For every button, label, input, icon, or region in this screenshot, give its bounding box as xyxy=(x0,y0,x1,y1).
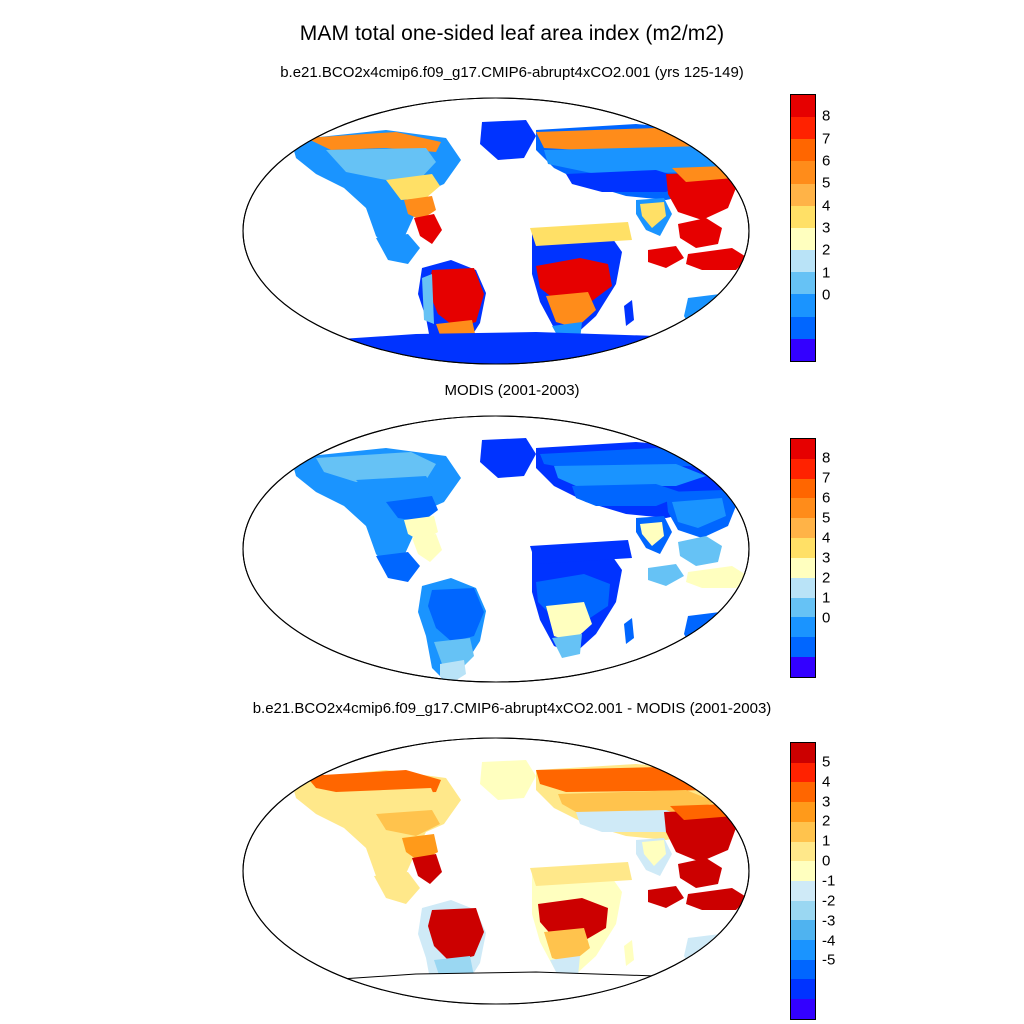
colorbar-tick: 4 xyxy=(822,197,831,215)
difference-panel-title: b.e21.BCO2x4cmip6.f09_g17.CMIP6-abrupt4xCO2.001 - MODIS (2001-2003) xyxy=(252,700,772,717)
colorbar-tick: 3 xyxy=(822,793,831,811)
colorbar-tick: 1 xyxy=(822,832,831,850)
colorbar-tick: 2 xyxy=(822,812,831,830)
obs-panel-title: MODIS (2001-2003) xyxy=(444,382,580,399)
obs-map-svg xyxy=(236,406,756,692)
colorbar-tick: 5 xyxy=(822,174,831,192)
difference-panel xyxy=(0,700,1024,1020)
model-map-svg xyxy=(236,88,756,374)
obs-colorbar-labels xyxy=(822,438,862,678)
colorbar-tick: 0 xyxy=(822,852,831,870)
colorbar-tick: 2 xyxy=(822,241,831,259)
model-colorbar-labels xyxy=(822,94,862,362)
colorbar-tick: 4 xyxy=(822,773,831,791)
colorbar-tick: 7 xyxy=(822,469,831,487)
model-map xyxy=(236,88,756,374)
difference-colorbar xyxy=(790,742,836,1020)
model-colorbar-box xyxy=(790,94,816,362)
colorbar-tick: 5 xyxy=(822,753,831,771)
colorbar-tick: 6 xyxy=(822,152,831,170)
colorbar-tick: 5 xyxy=(822,509,831,527)
colorbar-tick: -2 xyxy=(822,892,836,910)
obs-colorbar-box xyxy=(790,438,816,678)
colorbar-tick: 7 xyxy=(822,130,831,148)
colorbar-tick: -3 xyxy=(822,912,836,930)
colorbar-tick: 2 xyxy=(822,569,831,587)
colorbar-tick: 0 xyxy=(822,609,831,627)
colorbar-tick: 1 xyxy=(822,589,831,607)
obs-panel xyxy=(0,382,1024,682)
model-panel xyxy=(0,64,1024,364)
obs-map xyxy=(236,406,756,692)
colorbar-tick: 8 xyxy=(822,107,831,125)
colorbar-tick: 3 xyxy=(822,549,831,567)
model-panel-title: b.e21.BCO2x4cmip6.f09_g17.CMIP6-abrupt4xCO2.001 (yrs 125-149) xyxy=(280,64,744,81)
difference-map-svg xyxy=(236,728,756,1014)
colorbar-tick: -5 xyxy=(822,951,836,969)
difference-colorbar-box xyxy=(790,742,816,1020)
colorbar-tick: 8 xyxy=(822,449,831,467)
colorbar-tick: 6 xyxy=(822,489,831,507)
colorbar-tick: 1 xyxy=(822,264,831,282)
model-colorbar xyxy=(790,94,831,362)
obs-colorbar xyxy=(790,438,831,678)
colorbar-tick: 0 xyxy=(822,286,831,304)
colorbar-tick: 3 xyxy=(822,219,831,237)
difference-map xyxy=(236,728,756,1014)
colorbar-tick: -4 xyxy=(822,932,836,950)
colorbar-tick: 4 xyxy=(822,529,831,547)
figure-title: MAM total one-sided leaf area index (m2/m2) xyxy=(299,22,725,45)
colorbar-tick: -1 xyxy=(822,872,836,890)
difference-colorbar-labels xyxy=(822,742,862,1020)
